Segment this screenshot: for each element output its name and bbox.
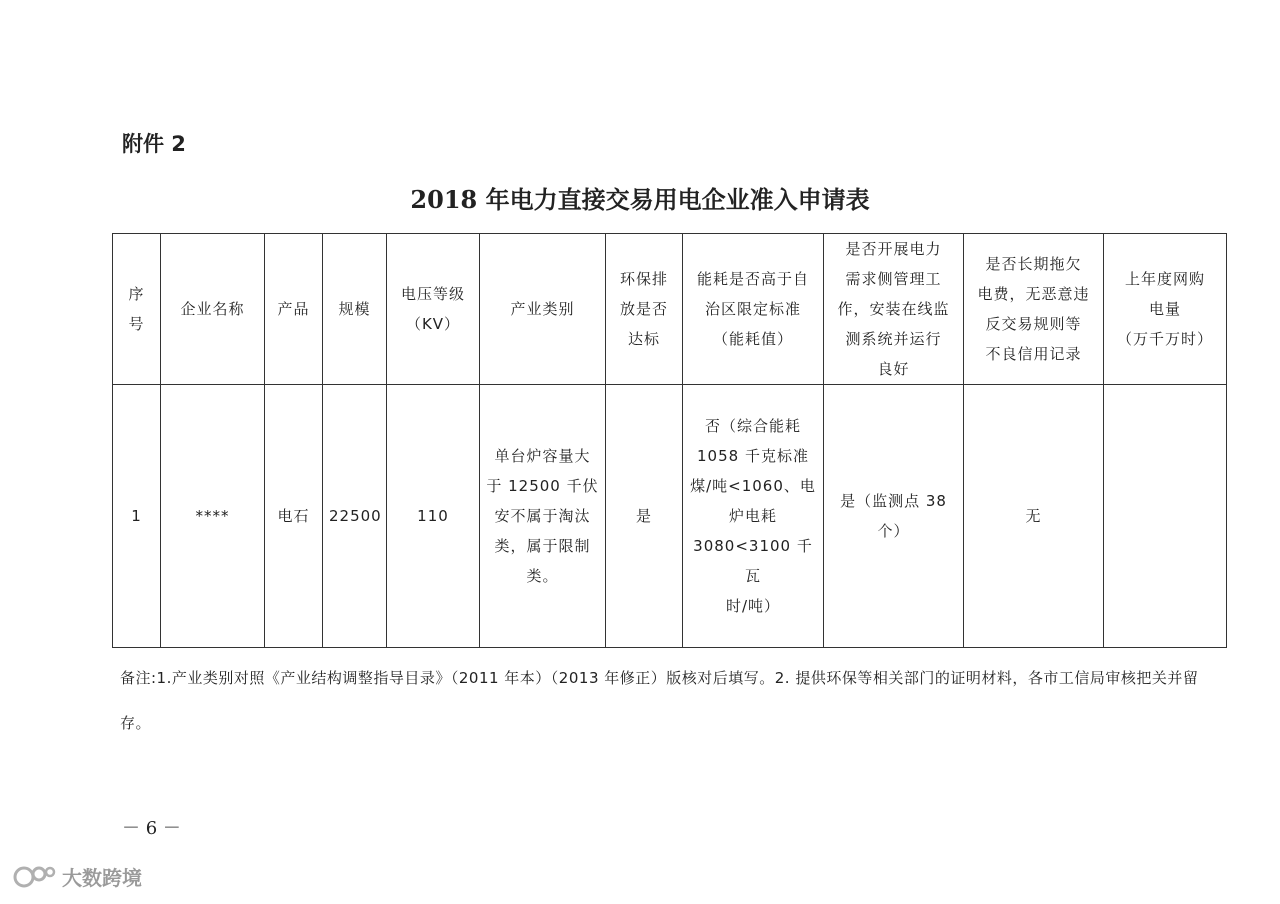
table-cell: 单台炉容量大 于 12500 千伏 安不属于淘汰 类，属于限制 类。: [480, 385, 606, 648]
header-cell: 产品: [265, 234, 323, 385]
watermark: [12, 862, 142, 891]
header-cell: 能耗是否高于自 治区限定标准 （能耗值）: [683, 234, 824, 385]
notes: 备注:1.产业类别对照《产业结构调整指导目录》（2011 年本）（2013 年修正）版核对后填写。2. 提供环保等相关部门的证明材料，各市工信局审核把关并留存。: [120, 669, 1199, 732]
header-cell: 是否长期拖欠 电费，无恶意违 反交易规则等 不良信用记录: [964, 234, 1104, 385]
table-cell: 是（监测点 38 个）: [824, 385, 964, 648]
header-cell: 环保排 放是否 达标: [606, 234, 683, 385]
table-cell: 1: [113, 385, 161, 648]
table-cell: 否（综合能耗 1058 千克标准 煤/吨<1060、电 炉电耗 3080<3100 千瓦 时/吨）: [683, 385, 824, 648]
table-header-row: [113, 234, 1227, 385]
header-cell: 序 号: [113, 234, 161, 385]
table-cell: 无: [964, 385, 1104, 648]
watermark-text: 大数跨境: [62, 866, 142, 890]
header-cell: 电压等级 （KV）: [387, 234, 480, 385]
header-cell: 规模: [323, 234, 387, 385]
application-table: [112, 233, 1227, 648]
header-cell: 企业名称: [161, 234, 265, 385]
table-cell: ****: [161, 385, 265, 648]
table-row: [113, 385, 1227, 648]
header-cell: 产业类别: [480, 234, 606, 385]
attachment-label: 附件 2: [122, 132, 186, 156]
document-title: 2018 年电力直接交易用电企业准入申请表: [410, 185, 870, 214]
page-number: － 6 －: [122, 818, 181, 839]
table-cell: 是: [606, 385, 683, 648]
header-cell: 是否开展电力 需求侧管理工 作，安装在线监 测系统并运行 良好: [824, 234, 964, 385]
header-cell: 上年度网购 电量 （万千万时）: [1104, 234, 1227, 385]
table-cell: 电石: [265, 385, 323, 648]
table-cell: 110: [387, 385, 480, 648]
table-cell: [1104, 385, 1227, 648]
brand-logo-icon: [12, 864, 56, 890]
table-cell: 22500: [323, 385, 387, 648]
